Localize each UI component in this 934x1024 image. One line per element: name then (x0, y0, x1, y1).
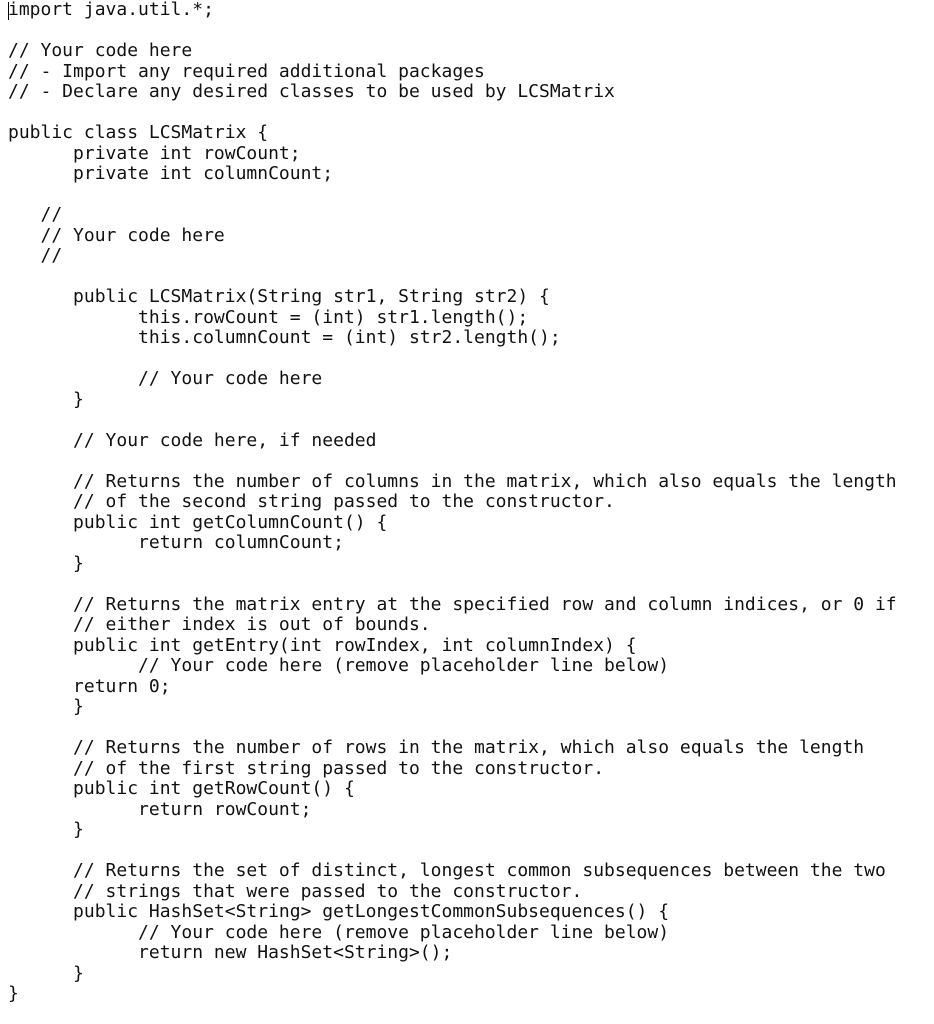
code-line: } (8, 388, 84, 410)
code-line (8, 21, 897, 42)
code-line: // Your code here, if needed (8, 429, 377, 451)
code-line: } (8, 696, 84, 717)
code-line: // Your code here (remove placeholder line below) (8, 921, 670, 943)
code-line (8, 185, 897, 206)
code-line: this.columnCount = (int) str2.length(); (8, 327, 561, 348)
code-line: public class LCSMatrix { (8, 122, 269, 143)
code-line: this.rowCount = (int) str1.length(); (8, 306, 529, 328)
code-line: public int getRowCount() { (8, 778, 355, 799)
code-line: } (8, 819, 84, 840)
code-line: } (8, 552, 84, 574)
code-line: // Your code here (8, 40, 193, 61)
code-line: } (8, 962, 84, 984)
code-line: // Returns the set of distinct, longest common subsequences between the two (8, 860, 886, 881)
code-line (8, 574, 897, 595)
code-line: // Returns the number of rows in the matrix, which also equals the length (8, 737, 865, 758)
code-line: // of the first string passed to the constructor. (8, 757, 605, 779)
code-line: // - Declare any desired classes to be used by LCSMatrix (8, 81, 615, 102)
code-line (8, 267, 897, 288)
code-line (8, 718, 897, 739)
code-line: // (8, 245, 63, 266)
code-line: // Your code here (8, 368, 323, 389)
code-line: import java.util.*; (8, 0, 214, 20)
code-line: return 0; (8, 675, 171, 697)
code-line: private int rowCount; (8, 142, 301, 164)
code-line: // - Import any required additional packages (8, 60, 485, 82)
code-line: public LCSMatrix(String str1, String str2) { (8, 286, 550, 307)
code-line (8, 103, 897, 124)
code-line: // Returns the number of columns in the matrix, which also equals the length (8, 470, 897, 492)
code-line: public int getColumnCount() { (8, 511, 388, 533)
code-line: return new HashSet<String>(); (8, 942, 453, 963)
code-line: return rowCount; (8, 798, 312, 820)
code-text[interactable] (8, 0, 897, 1005)
code-line: public HashSet<String> getLongestCommonSubsequences() { (8, 901, 670, 922)
code-line (8, 451, 897, 472)
code-line: } (8, 983, 19, 1004)
code-line: // Your code here (remove placeholder line below) (8, 655, 670, 676)
code-line: // (8, 204, 63, 225)
code-line (8, 410, 897, 431)
code-line: // of the second string passed to the constructor. (8, 491, 615, 512)
code-line: // strings that were passed to the constructor. (8, 880, 583, 902)
code-line: private int columnCount; (8, 163, 334, 184)
code-line (8, 349, 897, 370)
code-line: // Returns the matrix entry at the specified row and column indices, or 0 if (8, 593, 897, 615)
code-line (8, 841, 897, 862)
code-line: // Your code here (8, 224, 225, 246)
code-line: public int getEntry(int rowIndex, int columnIndex) { (8, 634, 637, 656)
code-line: return columnCount; (8, 532, 344, 553)
code-line: // either index is out of bounds. (8, 614, 431, 635)
